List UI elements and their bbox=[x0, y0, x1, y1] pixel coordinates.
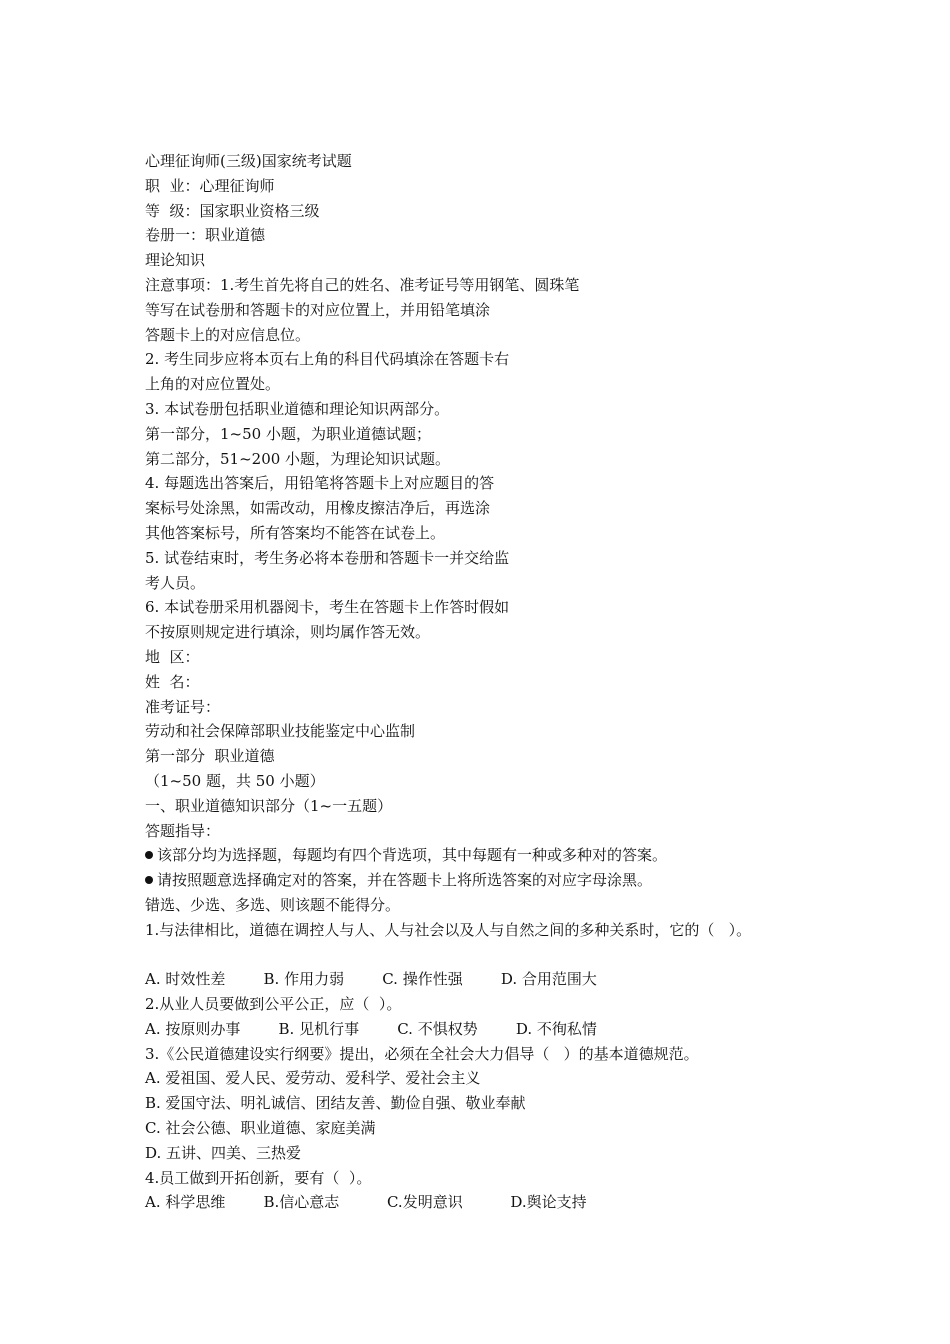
question-3-option-a: A. 爱祖国、爱人民、爱劳动、爱科学、爱社会主义 bbox=[145, 1069, 481, 1088]
question-2-options: A. 按原则办事 B. 见机行事 C. 不惧权势 D. 不徇私情 bbox=[145, 1019, 597, 1038]
volume-line: 卷册一：职业道德 bbox=[145, 226, 266, 245]
notes-line: 3. 本试卷册包括职业道德和理论知识两部分。 bbox=[145, 399, 450, 418]
occupation-line: 职 业：心理征询师 bbox=[145, 176, 275, 195]
notes-line: 2. 考生同步应将本页右上角的科目代码填涂在答题卡右 bbox=[145, 350, 510, 369]
guide-title: 答题指导： bbox=[145, 821, 221, 840]
question-4: 4.员工做到开拓创新，要有（ ）。 bbox=[145, 1168, 372, 1187]
bullet-icon bbox=[145, 851, 153, 859]
part-heading: 第一部分 职业道德 bbox=[145, 747, 275, 766]
question-4-options: A. 科学思维 B.信心意志 C.发明意识 D.舆论支持 bbox=[145, 1193, 587, 1212]
bullet-icon bbox=[145, 876, 153, 884]
notes-line: 第二部分，51~200 小题，为理论知识试题。 bbox=[145, 449, 451, 468]
spacer bbox=[145, 943, 845, 968]
guide-bullet-text: 请按照题意选择确定对的答案，并在答题卡上将所选答案的对应字母涂黑。 bbox=[157, 871, 653, 890]
issuer-line: 劳动和社会保障部职业技能鉴定中心监制 bbox=[145, 722, 416, 741]
question-3-option-d: D. 五讲、四美、三热爱 bbox=[145, 1143, 302, 1162]
name-field: 姓 名： bbox=[145, 672, 200, 691]
question-3: 3.《公民道德建设实行纲要》提出，必须在全社会大力倡导（ ）的基本道德规范。 bbox=[145, 1044, 699, 1063]
guide-bullet bbox=[145, 868, 845, 893]
question-1-options: A. 时效性差 B. 作用力弱 C. 操作性强 D. 合用范围大 bbox=[145, 970, 597, 989]
guide-note: 错选、少选、多选、则该题不能得分。 bbox=[145, 895, 401, 914]
notes-line: 4. 每题选出答案后，用铅笔将答题卡上对应题目的答 bbox=[145, 474, 495, 493]
question-2: 2.从业人员要做到公平公正，应（ ）。 bbox=[145, 995, 402, 1014]
guide-bullet bbox=[145, 843, 845, 868]
document-body bbox=[145, 149, 845, 1215]
notes-line: 答题卡上的对应信息位。 bbox=[145, 325, 311, 344]
notes-line: 案标号处涂黑，如需改动，用橡皮擦洁净后，再选涂 bbox=[145, 499, 491, 518]
notes-line: 等写在试卷册和答题卡的对应位置上，并用铅笔填涂 bbox=[145, 300, 491, 319]
notes-line: 上角的对应位置处。 bbox=[145, 375, 281, 394]
notes-line: 6. 本试卷册采用机器阅卡，考生在答题卡上作答时假如 bbox=[145, 598, 510, 617]
notes-line: 不按原则规定进行填涂，则均属作答无效。 bbox=[145, 623, 431, 642]
notes-line: 其他答案标号，所有答案均不能答在试卷上。 bbox=[145, 523, 446, 542]
part-range: （1~50 题，共 50 小题） bbox=[145, 771, 325, 790]
guide-bullet-text: 该部分均为选择题，每题均有四个背选项，其中每题有一种或多种对的答案。 bbox=[157, 846, 668, 865]
notes-line: 第一部分，1~50 小题，为职业道德试题； bbox=[145, 424, 431, 443]
section-heading: 一、职业道德知识部分（1~一五题） bbox=[145, 796, 393, 815]
question-3-option-b: B. 爱国守法、明礼诚信、团结友善、勤俭自强、敬业奉献 bbox=[145, 1094, 526, 1113]
level-line: 等 级：国家职业资格三级 bbox=[145, 201, 320, 220]
question-1: 1.与法律相比，道德在调控人与人、人与社会以及人与自然之间的多种关系时，它的（ ）。 bbox=[145, 920, 752, 939]
notes-line: 考人员。 bbox=[145, 573, 206, 592]
notes-line: 5. 试卷结束时，考生务必将本卷册和答题卡一并交给监 bbox=[145, 548, 510, 567]
exam-id-field: 准考证号： bbox=[145, 697, 221, 716]
theory-line: 理论知识 bbox=[145, 251, 206, 270]
notes-line: 注意事项：1.考生首先将自己的姓名、准考证号等用钢笔、圆珠笔 bbox=[145, 275, 580, 294]
region-field: 地 区： bbox=[145, 647, 200, 666]
doc-title: 心理征询师(三级)国家统考试题 bbox=[145, 152, 352, 170]
question-3-option-c: C. 社会公德、职业道德、家庭美满 bbox=[145, 1119, 376, 1138]
